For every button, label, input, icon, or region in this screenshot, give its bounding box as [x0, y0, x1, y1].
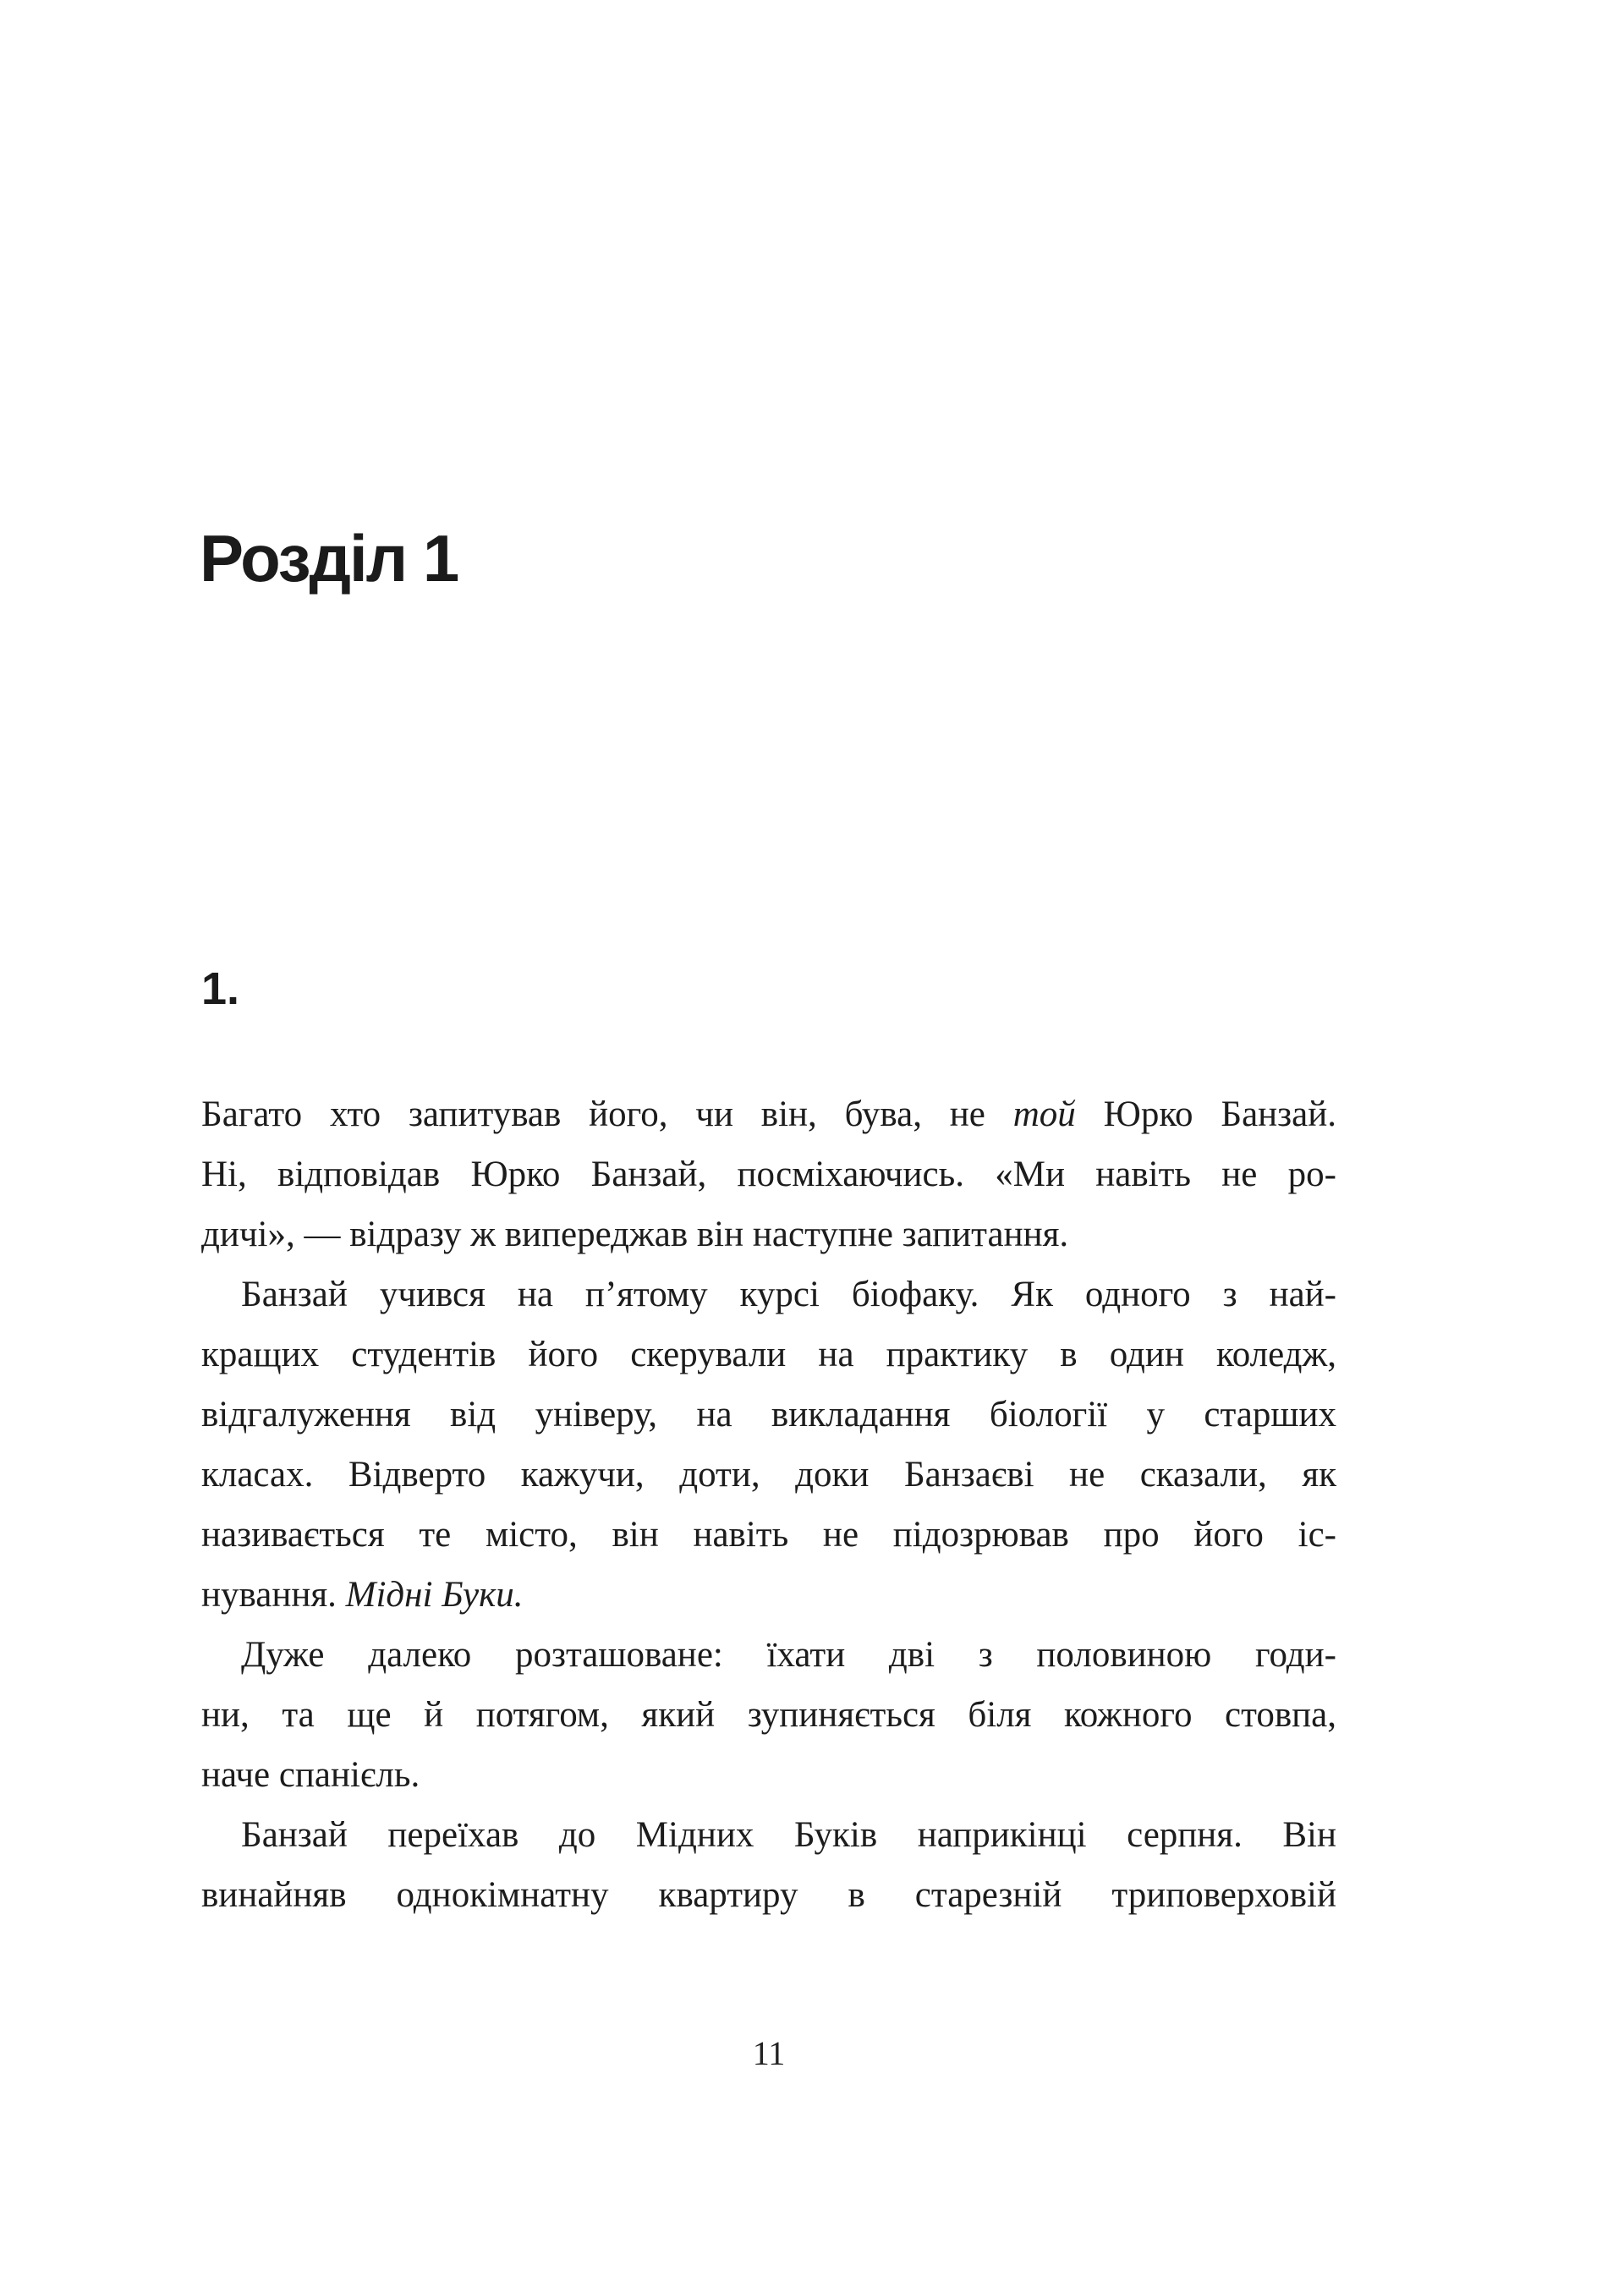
text-line — [201, 1144, 1336, 1204]
body-text — [201, 1084, 1336, 1925]
text-line — [201, 1325, 1336, 1385]
text-segment: називається те місто, він навіть не підозрював про його іс- — [201, 1515, 1336, 1555]
text-segment: Багато хто запитував його, чи він, бува, не — [201, 1094, 1013, 1134]
text-line — [201, 1865, 1336, 1925]
text-segment: відгалуження від універу, на викладання біології у старших — [201, 1395, 1336, 1434]
text-segment: нування. — [201, 1575, 346, 1615]
text-line — [201, 1264, 1336, 1325]
italic-text: той — [1012, 1094, 1076, 1134]
text-line — [201, 1805, 1336, 1865]
text-segment: наче спанієль. — [201, 1755, 420, 1795]
text-segment: Юрко Банзай. — [1075, 1094, 1336, 1134]
text-line — [201, 1745, 1336, 1805]
text-segment: ни, та ще й потягом, який зупиняється біля кожного стовпа, — [201, 1695, 1336, 1735]
text-line — [201, 1685, 1336, 1745]
text-segment: Дуже далеко розташоване: їхати дві з половиною годи- — [241, 1635, 1336, 1675]
text-line — [201, 1625, 1336, 1685]
text-segment: Банзай переїхав до Мідних Буків наприкінці серпня. Він — [241, 1815, 1336, 1855]
text-segment: класах. Відверто кажучи, доти, доки Банзаєві не сказали, як — [201, 1455, 1336, 1495]
text-line — [201, 1385, 1336, 1445]
text-segment: Банзай учився на п’ятому курсі біофаку. Як одного з най- — [241, 1275, 1336, 1314]
text-line — [201, 1505, 1336, 1565]
text-segment: Ні, відповідав Юрко Банзай, посміхаючись. «Ми навіть не ро- — [201, 1155, 1336, 1194]
chapter-title: Розділ 1 — [200, 521, 458, 595]
text-line — [201, 1084, 1336, 1144]
text-line — [201, 1204, 1336, 1264]
text-segment: винайняв однокімнатну квартиру в старезній триповерховій — [201, 1875, 1336, 1915]
text-line — [201, 1445, 1336, 1505]
text-segment: кращих студентів його скерували на практику в один коледж, — [201, 1335, 1336, 1374]
text-line — [201, 1565, 1336, 1625]
page-number: 11 — [752, 2034, 786, 2072]
italic-text: Мідні Буки. — [345, 1575, 524, 1615]
section-number: 1. — [201, 963, 240, 1014]
text-segment: дичі», — відразу ж випереджав він наступне запитання. — [201, 1215, 1069, 1254]
